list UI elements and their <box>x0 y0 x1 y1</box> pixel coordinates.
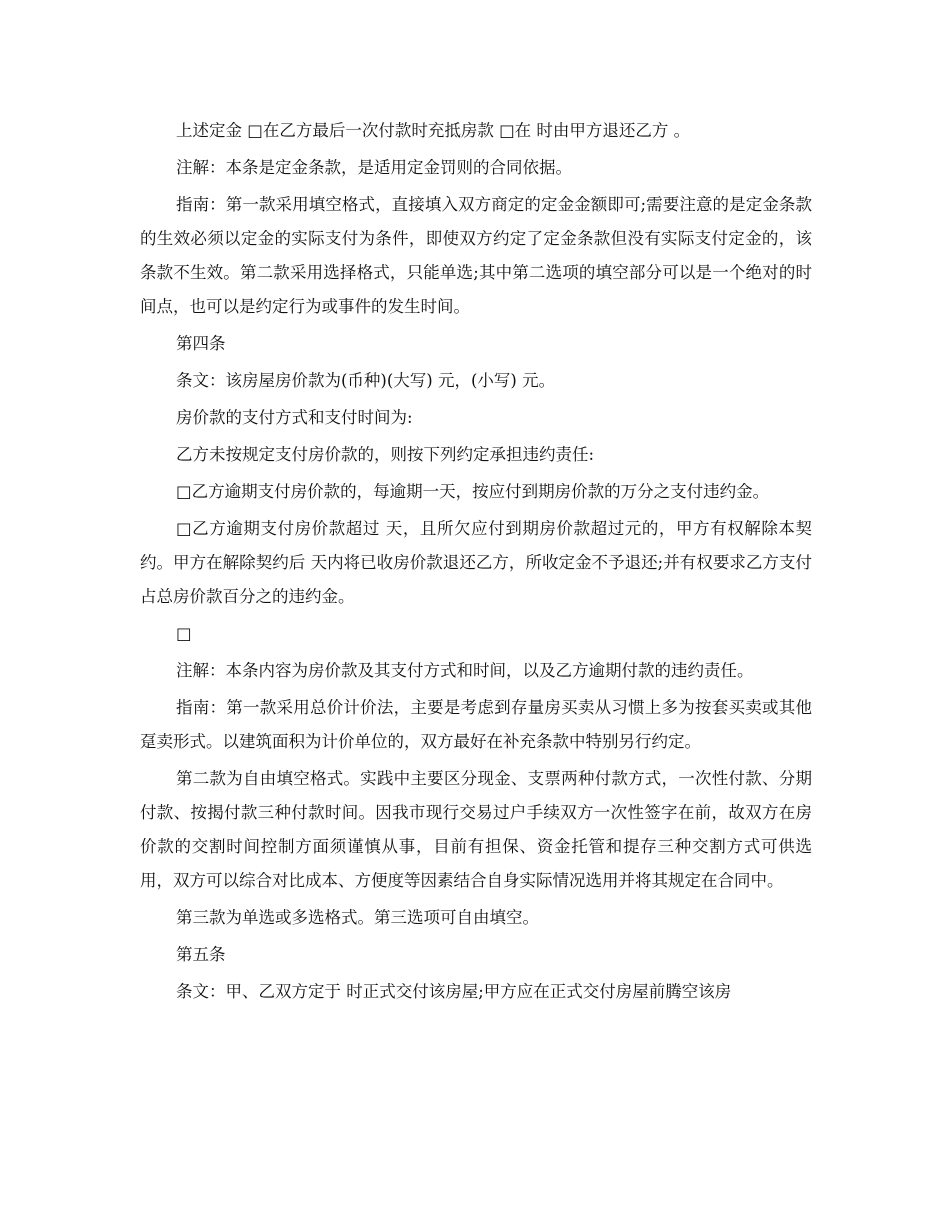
paragraph-deposit-options: 上述定金 □在乙方最后一次付款时充抵房款 □在 时由甲方退还乙方 。 <box>176 121 691 140</box>
document-body <box>140 114 812 1009</box>
paragraph-second-clause: 第二款为自由填空格式。实践中主要区分现金、支票两种付款方式，一次性付款、分期付款、按揭付款三种付款时间。因我市现行交易过户手续双方一次性签字在前，故双方在房价款的交割时间控制方面须谨慎从事，目前有担保、资金托管和提存三种交割方式可供选用，双方可以综合对比成本、方便度等因素结合自身实际情况选用并将其规定在合同中。 <box>140 769 812 890</box>
paragraph-article-5-delivery: 条文：甲、乙双方定于 时正式交付该房屋;甲方应在正式交付房屋前腾空该房 <box>176 982 732 1001</box>
paragraph-payment-method: 房价款的支付方式和支付时间为: <box>176 408 413 427</box>
paragraph-breach-liability: 乙方未按规定支付房价款的，则按下列约定承担违约责任: <box>176 445 595 464</box>
paragraph-guide-article-4: 指南：第一款采用总价计价法，主要是考虑到存量房买卖从习惯上多为按套买卖或其他趸卖形式。以建筑面积为计价单位的，双方最好在补充条款中特别另行约定。 <box>140 698 812 751</box>
paragraph-option-overdue-terminate: □乙方逾期支付房价款超过 天，且所欠应付到期房价款超过元的，甲方有权解除本契约。甲方在解除契约后 天内将已收房价款退还乙方，所收定金不予退还;并有权要求乙方支付占总房价款百分之的违约金。 <box>140 519 812 606</box>
article-heading-4: 第四条 <box>176 334 226 353</box>
paragraph-third-clause: 第三款为单选或多选格式。第三选项可自由填空。 <box>176 908 539 927</box>
paragraph-note-deposit: 注解：本条是定金条款，是适用定金罚则的合同依据。 <box>176 158 572 177</box>
paragraph-note-article-4: 注解：本条内容为房价款及其支付方式和时间，以及乙方逾期付款的违约责任。 <box>176 661 754 680</box>
article-heading-5: 第五条 <box>176 945 226 964</box>
paragraph-article-4-price: 条文：该房屋房价款为(币种)(大写) 元，(小写) 元。 <box>176 371 556 390</box>
paragraph-guide-deposit: 指南：第一款采用填空格式，直接填入双方商定的定金金额即可;需要注意的是定金条款的生效必须以定金的实际支付为条件，即使双方约定了定金条款但没有实际支付定金的，该条款不生效。第二款采用选择格式，只能单选;其中第二选项的填空部分可以是一个绝对的时间点，也可以是约定行为或事件的发生时间。 <box>140 195 812 316</box>
paragraph-option-overdue-daily: □乙方逾期支付房价款的，每逾期一天，按应付到期房价款的万分之支付违约金。 <box>176 482 770 501</box>
paragraph-option-blank: □ <box>176 624 192 643</box>
